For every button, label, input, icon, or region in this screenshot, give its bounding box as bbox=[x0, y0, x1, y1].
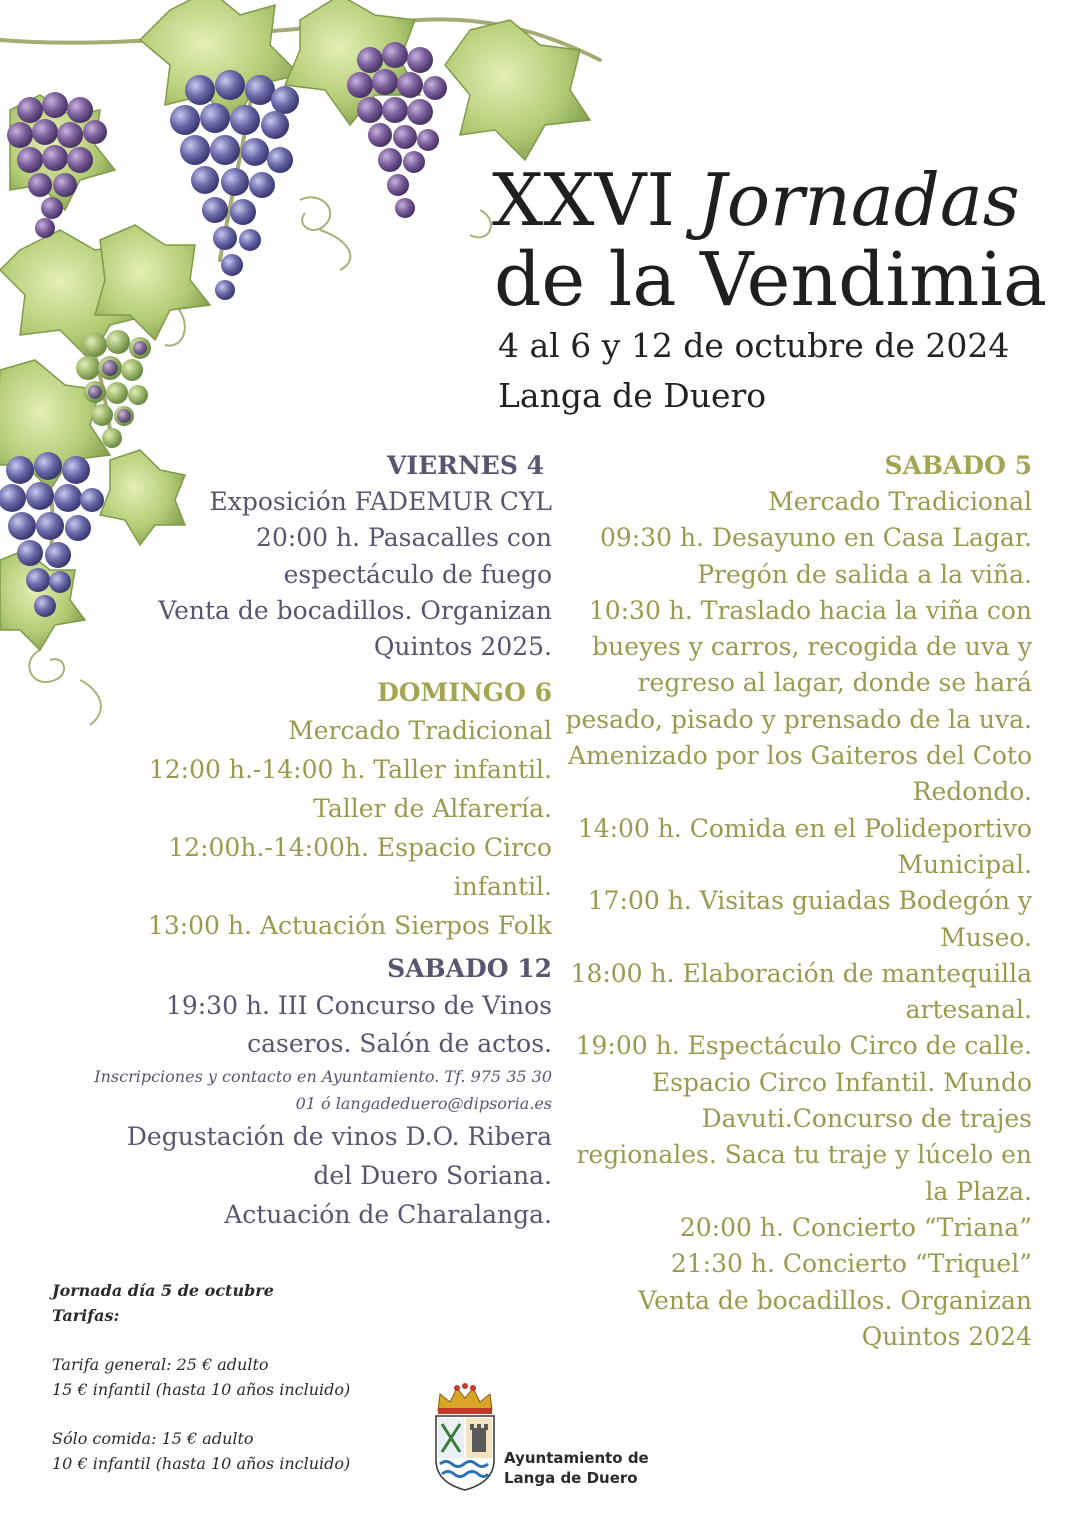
domingo-line: 12:00 h.-14:00 h. Taller infantil. bbox=[148, 755, 552, 785]
pricing-info bbox=[52, 1278, 350, 1476]
sabado5-line: 17:00 h. Visitas guiadas Bodegón y bbox=[587, 886, 1032, 916]
coat-of-arms-icon bbox=[430, 1382, 500, 1492]
sabado5-line: 10:30 h. Traslado hacia la viña con bbox=[588, 595, 1032, 625]
domingo-line: infantil. bbox=[453, 872, 552, 902]
pricing-heading: Tarifas: bbox=[52, 1306, 120, 1325]
sabado5-line: Redondo. bbox=[912, 777, 1032, 807]
day-heading-sabado-5: SABADO 5 bbox=[884, 451, 1032, 480]
event-title-line2: de la Vendimia bbox=[494, 237, 1048, 323]
program-right-column bbox=[560, 448, 1032, 1355]
contact-info: 01 ó langadeduero@dipsoria.es bbox=[295, 1094, 552, 1114]
title-italic: Jornadas bbox=[697, 158, 1020, 242]
sabado5-line: Amenizado por los Gaiteros del Coto bbox=[567, 741, 1032, 771]
sabado12-line: del Duero Soriana. bbox=[313, 1161, 552, 1191]
sabado5-line: bueyes y carros, recogida de uva y bbox=[592, 632, 1032, 662]
sabado5-line: 19:00 h. Espectáculo Circo de calle. bbox=[575, 1031, 1032, 1061]
sabado5-line: 14:00 h. Comida en el Polideportivo bbox=[577, 813, 1032, 843]
pricing-food-child: 10 € infantil (hasta 10 años incluido) bbox=[52, 1454, 351, 1473]
sabado5-line: Municipal. bbox=[897, 849, 1032, 879]
sabado5-line: 21:30 h. Concierto “Triquel” bbox=[670, 1249, 1032, 1279]
domingo-line: 13:00 h. Actuación Sierpos Folk bbox=[147, 911, 552, 941]
title-roman: XXVI bbox=[492, 158, 675, 242]
viernes-line: espectáculo de fuego bbox=[283, 559, 552, 589]
sabado5-line: artesanal. bbox=[905, 995, 1032, 1025]
sabado5-line: Venta de bocadillos. Organizan bbox=[638, 1285, 1032, 1315]
sabado12-line: caseros. Salón de actos. bbox=[247, 1029, 552, 1059]
pricing-food: Sólo comida: 15 € adulto bbox=[52, 1429, 254, 1448]
day-heading-viernes: VIERNES 4 bbox=[387, 451, 544, 480]
day-heading-domingo: DOMINGO 6 bbox=[377, 678, 552, 708]
viernes-line: Venta de bocadillos. Organizan bbox=[158, 595, 552, 625]
sabado5-line: 20:00 h. Concierto “Triana” bbox=[679, 1212, 1032, 1242]
sabado5-line: Mercado Tradicional bbox=[768, 487, 1032, 516]
sabado5-line: Quintos 2024 bbox=[861, 1321, 1032, 1351]
sabado12-line: Degustación de vinos D.O. Ribera bbox=[126, 1122, 552, 1152]
logo-line1: Ayuntamiento de bbox=[504, 1449, 649, 1467]
sabado5-line: 18:00 h. Elaboración de mantequilla bbox=[570, 958, 1032, 988]
viernes-line: Exposición FADEMUR CYL bbox=[209, 487, 552, 516]
pricing-general-child: 15 € infantil (hasta 10 años incluido) bbox=[52, 1380, 351, 1399]
sabado5-line: Davuti.Concurso de trajes bbox=[701, 1104, 1032, 1134]
sabado5-line: Pregón de salida a la viña. bbox=[697, 559, 1032, 589]
logo-line2: Langa de Duero bbox=[504, 1469, 638, 1487]
program-left-column bbox=[40, 448, 552, 1234]
logo-label bbox=[504, 1448, 649, 1488]
contact-info: Inscripciones y contacto en Ayuntamiento. Tf. 975 35 30 bbox=[94, 1067, 552, 1087]
day-heading-sabado-12: SABADO 12 bbox=[387, 954, 552, 984]
sabado5-line: 09:30 h. Desayuno en Casa Lagar. bbox=[599, 523, 1032, 553]
sabado5-line: regionales. Saca tu traje y lúcelo en bbox=[576, 1140, 1032, 1170]
viernes-line: Quintos 2025. bbox=[373, 632, 552, 662]
event-dates: 4 al 6 y 12 de octubre de 2024 bbox=[498, 326, 1010, 365]
sabado12-line: Actuación de Charalanga. bbox=[224, 1200, 552, 1230]
event-title-line1 bbox=[492, 160, 1020, 240]
viernes-line: 20:00 h. Pasacalles con bbox=[256, 523, 552, 553]
sabado5-line: pesado, pisado y prensado de la uva. bbox=[565, 704, 1032, 734]
sabado5-line: regreso al lagar, donde se hará bbox=[637, 668, 1032, 698]
sabado5-line: la Plaza. bbox=[925, 1176, 1032, 1206]
sabado12-line: 19:30 h. III Concurso de Vinos bbox=[165, 991, 552, 1021]
domingo-line: Mercado Tradicional bbox=[288, 716, 552, 746]
pricing-day: Jornada día 5 de octubre bbox=[52, 1281, 274, 1300]
grape-cluster-1 bbox=[7, 92, 107, 238]
event-place: Langa de Duero bbox=[498, 376, 767, 415]
pricing-general: Tarifa general: 25 € adulto bbox=[52, 1355, 269, 1374]
sabado5-line: Museo. bbox=[940, 922, 1032, 952]
domingo-line: Taller de Alfarería. bbox=[313, 794, 552, 824]
sabado5-line: Espacio Circo Infantil. Mundo bbox=[651, 1067, 1032, 1097]
domingo-line: 12:00h.-14:00h. Espacio Circo bbox=[168, 833, 552, 863]
